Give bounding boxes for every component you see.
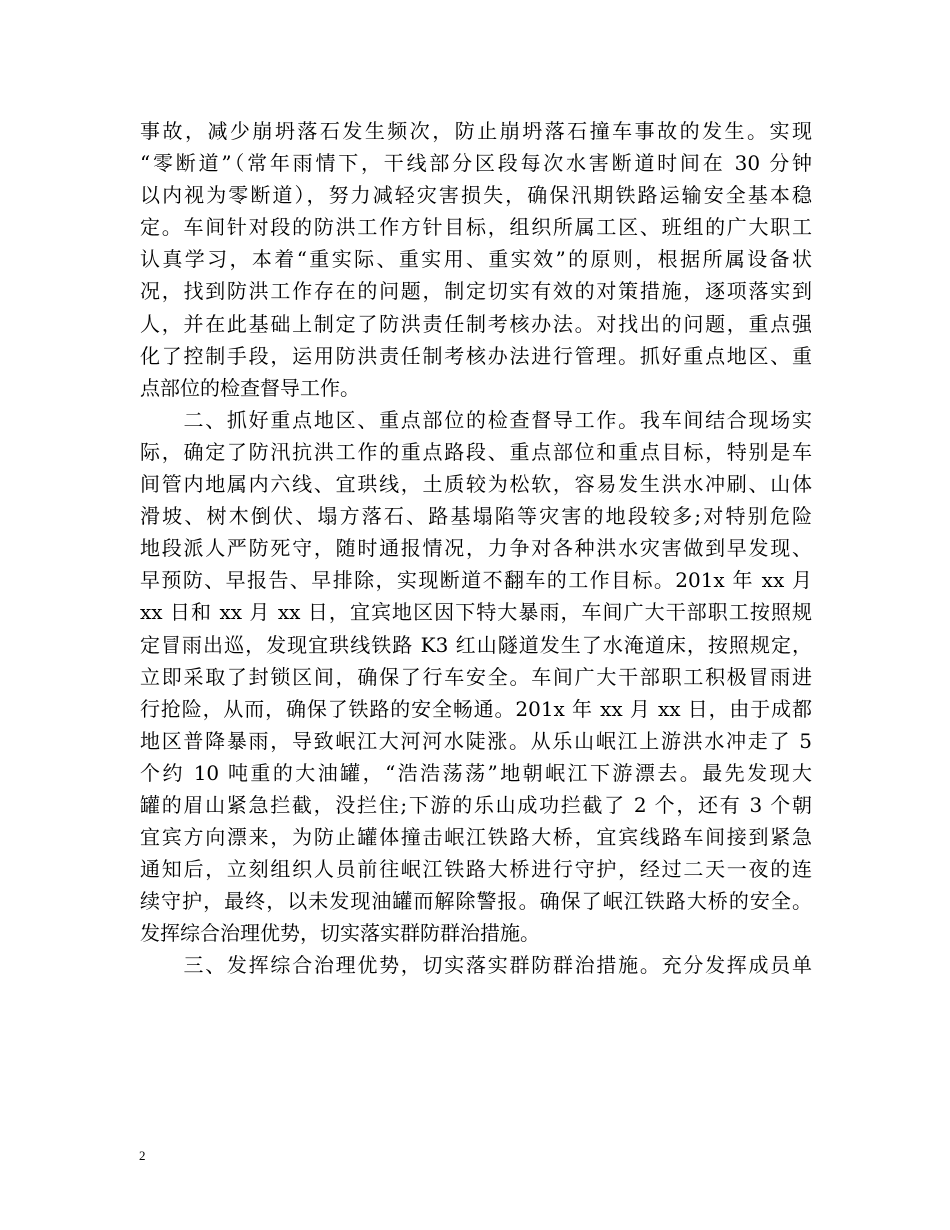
text-line: 立即采取了封锁区间，确保了行车安全。车间广大干部职工积极冒雨进 xyxy=(140,664,812,689)
text-line: 人，并在此基础上制定了防洪责任制考核办法。对找出的问题，重点强 xyxy=(140,311,812,336)
text-line: 续守护，最终，以未发现油罐而解除警报。确保了岷江铁路大桥的安全。 xyxy=(140,889,812,914)
text-line: 个约 10 吨重的大油罐，“浩浩荡荡”地朝岷江下游漂去。最先发现大 xyxy=(140,760,812,785)
text-line: 况，找到防洪工作存在的问题，制定切实有效的对策措施，逐项落实到 xyxy=(140,279,812,304)
text-line: 发挥综合治理优势，切实落实群防群治措施。 xyxy=(140,921,540,946)
text-line: 地区普降暴雨，导致岷江大河河水陡涨。从乐山岷江上游洪水冲走了 5 xyxy=(140,728,812,753)
text-line: 行抢险，从而，确保了铁路的安全畅通。201x 年 xx 月 xx 日，由于成都 xyxy=(140,696,812,721)
text-line: 宜宾方向漂来，为防止罐体撞击岷江铁路大桥，宜宾线路车间接到紧急 xyxy=(140,825,812,850)
text-line: xx 日和 xx 月 xx 日，宜宾地区因下特大暴雨，车间广大干部职工按照规 xyxy=(140,600,812,625)
text-line: 通知后，立刻组织人员前往岷江铁路大桥进行守护，经过二天一夜的连 xyxy=(140,857,812,882)
text-line: 间管内地属内六线、宜珙线，土质较为松软，容易发生洪水冲刷、山体 xyxy=(140,472,812,497)
text-line: 二、抓好重点地区、重点部位的检查督导工作。我车间结合现场实 xyxy=(140,407,812,432)
body-text xyxy=(140,115,812,982)
text-line: 认真学习，本着“重实际、重实用、重实效”的原则，根据所属设备状 xyxy=(140,247,812,272)
text-line: 定。车间针对段的防洪工作方针目标，组织所属工区、班组的广大职工 xyxy=(140,215,812,240)
text-line: 以内视为零断道），努力减轻灾害损失，确保汛期铁路运输安全基本稳 xyxy=(140,183,812,208)
text-line: 滑坡、树木倒伏、塌方落石、路基塌陷等灾害的地段较多;对特别危险 xyxy=(140,504,812,529)
text-line: 地段派人严防死守，随时通报情况，力争对各种洪水灾害做到早发现、 xyxy=(140,536,812,561)
text-line: 化了控制手段，运用防洪责任制考核办法进行管理。抓好重点地区、重 xyxy=(140,343,812,368)
text-line: 早预防、早报告、早排除，实现断道不翻车的工作目标。201x 年 xx 月 xyxy=(140,568,812,593)
text-line: 三、发挥综合治理优势，切实落实群防群治措施。充分发挥成员单 xyxy=(140,953,812,978)
text-line: 事故，减少崩坍落石发生频次，防止崩坍落石撞车事故的发生。实现 xyxy=(140,119,812,143)
text-line: 定冒雨出巡，发现宜珙线铁路 K3 红山隧道发生了水淹道床，按照规定， xyxy=(140,632,812,657)
page-number: 2 xyxy=(139,1148,146,1163)
text-line: 点部位的检查督导工作。 xyxy=(140,375,360,400)
text-line: 罐的眉山紧急拦截，没拦住;下游的乐山成功拦截了 2 个，还有 3 个朝 xyxy=(140,792,812,817)
text-line: “零断道”（常年雨情下，干线部分区段每次水害断道时间在 30 分钟 xyxy=(140,151,812,176)
text-line: 际，确定了防汛抗洪工作的重点路段、重点部位和重点目标，特别是车 xyxy=(140,439,812,464)
